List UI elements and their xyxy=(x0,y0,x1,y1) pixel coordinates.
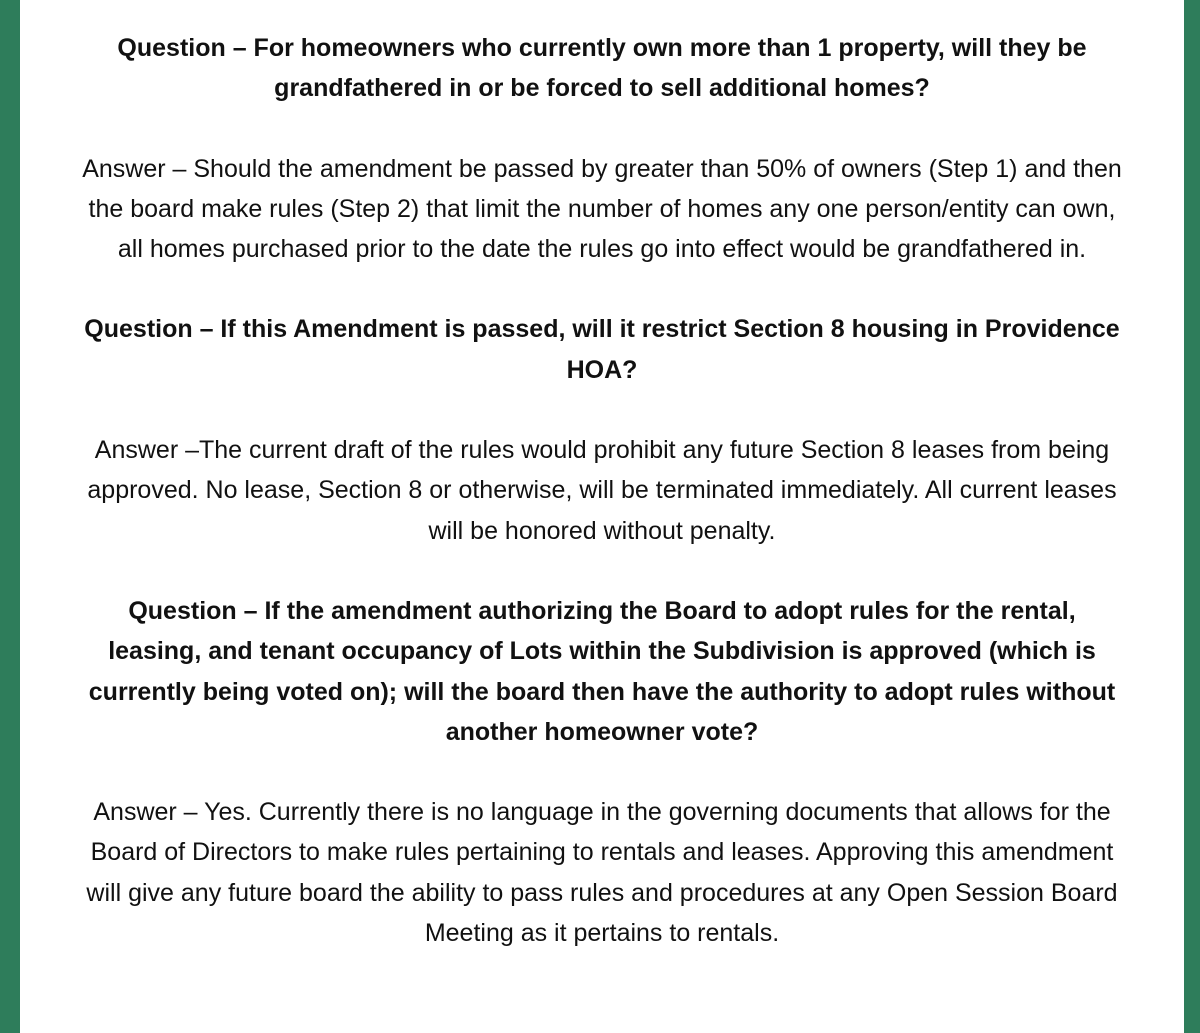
document-page xyxy=(20,0,1184,1033)
faq-question: Question – If this Amendment is passed, will it restrict Section 8 housing in Providence HOA? xyxy=(84,315,1120,384)
faq-item xyxy=(82,28,1122,269)
faq-question: Question – If the amendment authorizing the Board to adopt rules for the rental, leasing, and tenant occupancy of Lots within the Subdivision is approved (which is currently being voted on); will the board then have the authority to adopt rules without another homeowner vote? xyxy=(88,596,1116,746)
faq-question: Question – For homeowners who currently own more than 1 property, will they be grandfathered in or be forced to sell additional homes? xyxy=(117,34,1087,103)
faq-content xyxy=(20,28,1184,993)
faq-answer: Answer –The current draft of the rules would prohibit any future Section 8 leases from being approved. No lease, Section 8 or otherwise, will be terminated immediately. All current leases will be honored without penalty. xyxy=(87,436,1117,545)
faq-answer: Answer – Should the amendment be passed by greater than 50% of owners (Step 1) and then the board make rules (Step 2) that limit the number of homes any one person/entity can own, all homes purchased prior to the date the rules go into effect would be grandfathered in. xyxy=(82,154,1122,264)
faq-item xyxy=(82,591,1122,953)
faq-answer: Answer – Yes. Currently there is no language in the governing documents that allows for the Board of Directors to make rules pertaining to rentals and leases. Approving this amendment will give any future board the ability to pass rules and procedures at any Open Session Board Meeting as it pertains to rentals. xyxy=(86,798,1118,948)
faq-item xyxy=(82,309,1122,550)
